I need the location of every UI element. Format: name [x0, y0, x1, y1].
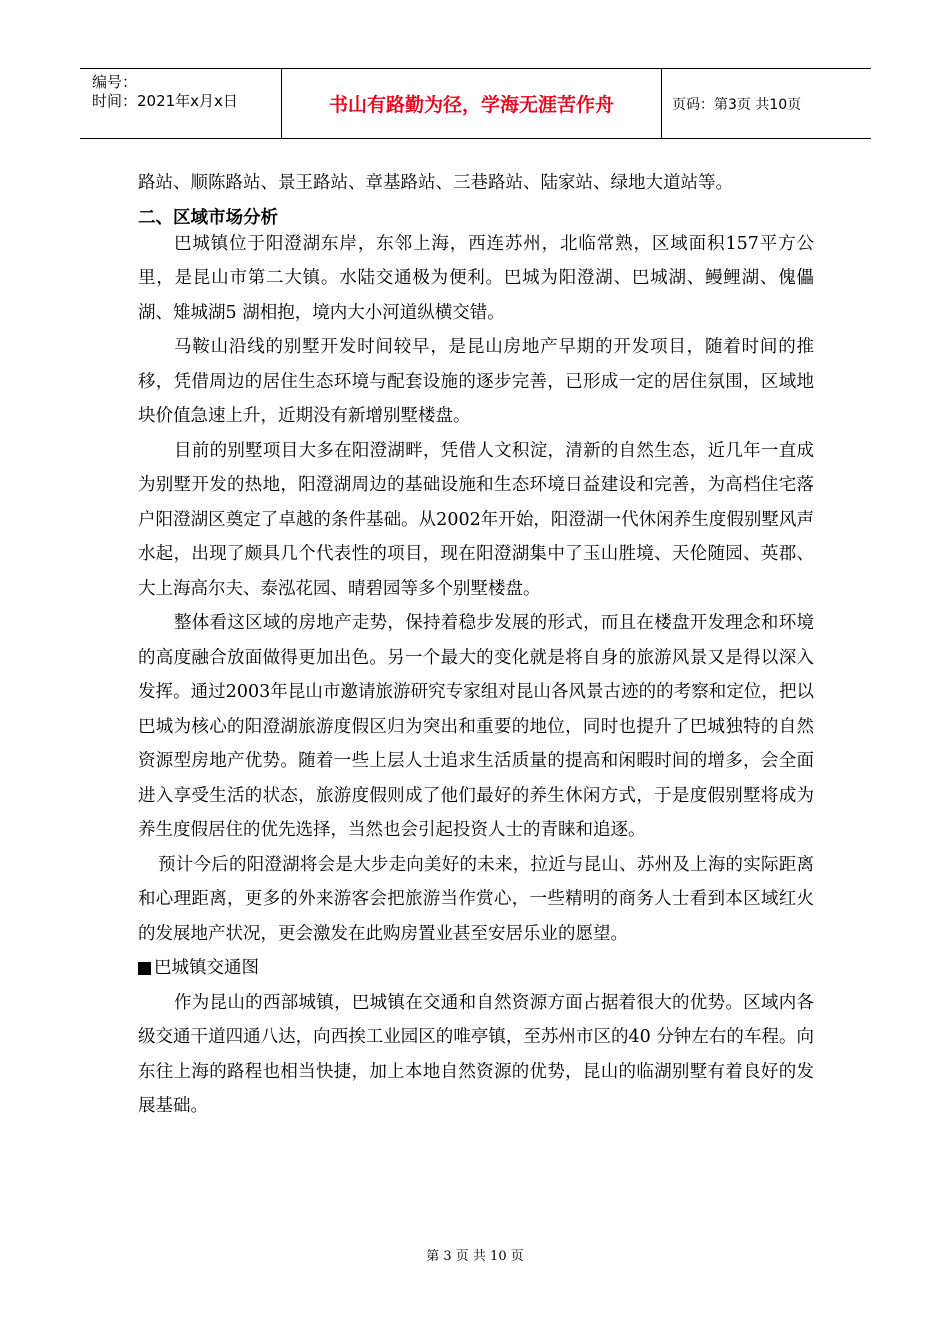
- paragraph: 马鞍山沿线的别墅开发时间较早，是昆山房地产早期的开发项目，随着时间的推移，凭借周边的居住生态环境与配套设施的逐步完善，已形成一定的居住氛围，区域地块价值急速上升，近期没有新增别墅楼盘。: [138, 337, 814, 426]
- paragraph: 整体看这区域的房地产走势，保持着稳步发展的形式，而且在楼盘开发理念和环境的高度融合放面做得更加出色。另一个最大的变化就是将自身的旅游风景又是得以深入发挥。通过2003年昆山市邀请旅游研究专家组对昆山各风景古迹的的考察和定位，把以巴城为核心的阳澄湖旅游度假区归为突出和重要的地位，同时也提升了巴城独特的自然资源型房地产优势。随着一些上层人士追求生活质量的提高和闲暇时间的增多，会全面进入享受生活的状态，旅游度假则成了他们最好的养生休闲方式，于是度假别墅将成为养生度假居住的优先选择，当然也会引起投资人士的青睐和追逐。: [138, 613, 814, 840]
- square-bullet-icon: [138, 962, 151, 975]
- paragraph: 作为昆山的西部城镇，巴城镇在交通和自然资源方面占据着很大的优势。区域内各级交通干道四通八达，向西挨工业园区的唯亭镇，至苏州市区的40 分钟左右的车程。向东往上海的路程也相当快捷，加上本地自然资源的优势，昆山的临湖别墅有着良好的发展基础。: [138, 992, 814, 1116]
- paragraph-continued: 路站、顺陈路站、景王路站、章基路站、三巷路站、陆家站、绿地大道站等。: [138, 173, 733, 193]
- paragraph: 目前的别墅项目大多在阳澄湖畔，凭借人文积淀，清新的自然生态，近几年一直成为别墅开发的热地，阳澄湖周边的基础设施和生态环境日益建设和完善，为高档住宅落户阳澄湖区奠定了卓越的条件基础。从2002年开始，阳澄湖一代休闲养生度假别墅风声水起，出现了颇具几个代表性的项目，现在阳澄湖集中了玉山胜境、天伦随园、英郡、大上海高尔夫、泰泓花园、晴碧园等多个别墅楼盘。: [138, 440, 814, 599]
- number-label: 编号：: [92, 73, 138, 91]
- date-label: 时间：2021年x月x日: [92, 92, 238, 110]
- paragraph: 巴城镇位于阳澄湖东岸，东邻上海，西连苏州，北临常熟，区域面积157平方公里，是昆山市第二大镇。水陆交通极为便利。巴城为阳澄湖、巴城湖、鳗鲤湖、傀儡湖、雉城湖5 湖相抱，境内大小河道纵横交错。: [138, 233, 814, 323]
- section-heading: 二、区域市场分析: [138, 207, 278, 228]
- header-table: [80, 68, 871, 139]
- bullet-heading: [138, 951, 814, 986]
- bullet-heading-text: 巴城镇交通图: [154, 958, 259, 978]
- header-page-info: 页码：第3页 共10页: [672, 96, 802, 113]
- header-motto: 书山有路勤为径，学海无涯苦作舟: [281, 69, 662, 138]
- page-footer: 第 3 页 共 10 页: [426, 1249, 524, 1264]
- document-body: [138, 166, 814, 1124]
- header-meta: [80, 69, 281, 138]
- paragraph: 预计今后的阳澄湖将会是大步走向美好的未来，拉近与昆山、苏州及上海的实际距离和心理距离，更多的外来游客会把旅游当作赏心，一些精明的商务人士看到本区域红火的发展地产状况，更会激发在此购房置业甚至安居乐业的愿望。: [138, 854, 814, 944]
